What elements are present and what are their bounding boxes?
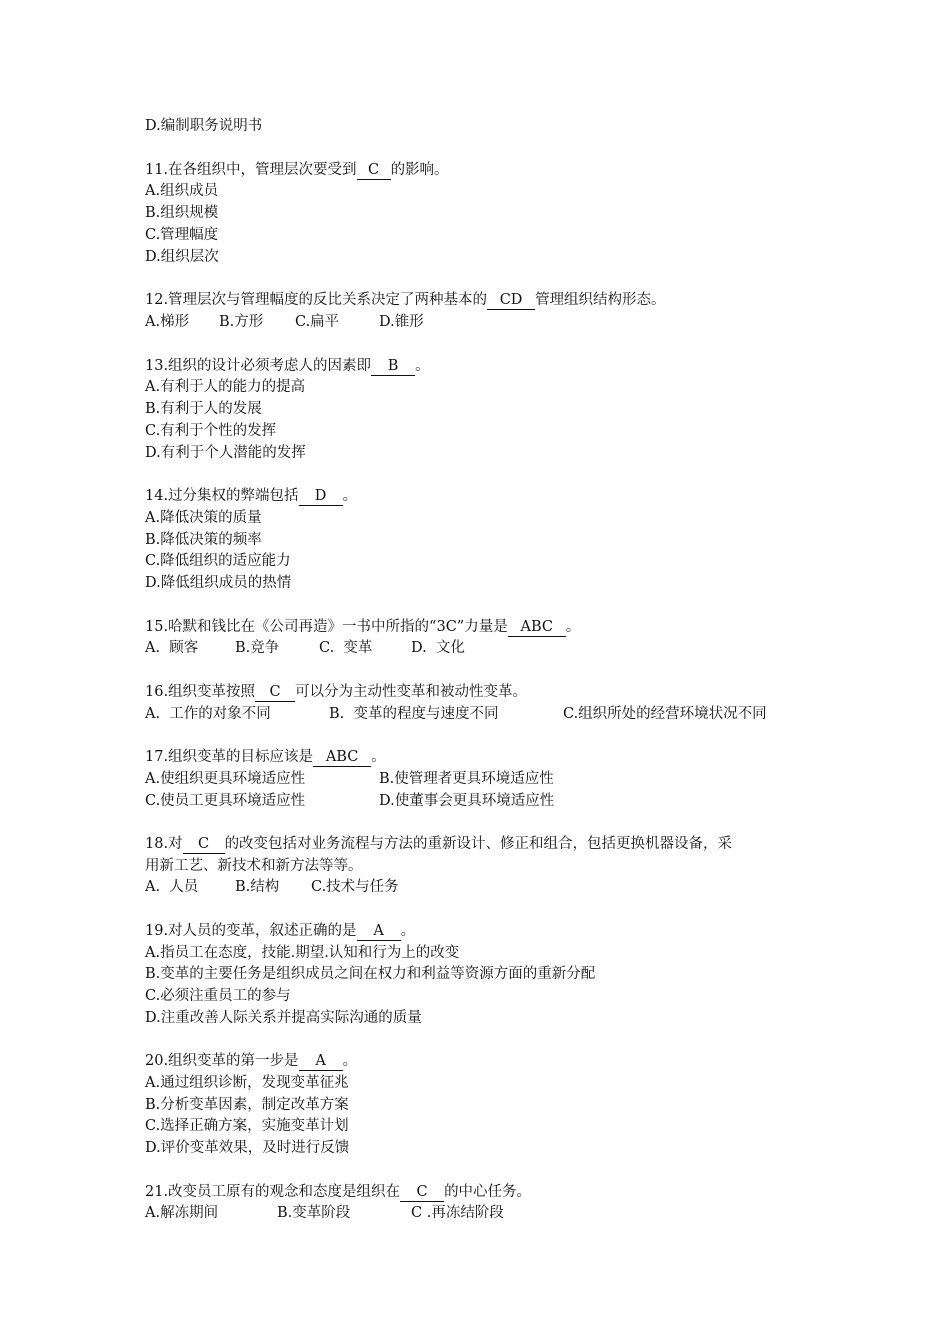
q16-option-c: C.组织所处的经营环境状况不同 (563, 706, 767, 722)
q20-option-a: A.通过组织诊断，发现变革征兆 (145, 1075, 349, 1091)
q12-stem (145, 289, 666, 311)
q11-stem-text: 11.在各组织中，管理层次要受到 (145, 162, 357, 178)
q19-stem-tail: 。 (400, 923, 416, 939)
q13-answer-blank: B (371, 358, 415, 376)
q14-stem-text: 14.过分集权的弊端包括 (145, 488, 299, 504)
q15-option-d: D. 文化 (411, 640, 465, 656)
q14-option-d: D.降低组织成员的热情 (145, 575, 292, 591)
q19-option-b: B.变革的主要任务是组织成员之间在权力和利益等资源方面的重新分配 (145, 966, 596, 982)
q14-option-c: C.降低组织的适应能力 (145, 553, 291, 569)
q16-stem-tail: 可以分为主动性变革和被动性变革。 (295, 684, 528, 700)
q15-option-b: B.竞争 (235, 640, 280, 656)
q19-stem-text: 19.对人员的变革，叙述正确的是 (145, 923, 357, 939)
q12-options (145, 311, 845, 333)
q17-option-d: D.使董事会更具环境适应性 (379, 793, 555, 809)
q17-option-a: A.使组织更具环境适应性 (145, 771, 306, 787)
q15-options (145, 637, 845, 659)
q18-options (145, 876, 845, 898)
q16-stem-text: 16.组织变革按照 (145, 684, 256, 700)
q13-stem (145, 355, 430, 377)
q13-stem-text: 13.组织的设计必须考虑人的因素即 (145, 358, 372, 374)
q16-option-a: A. 工作的对象不同 (145, 706, 271, 722)
q21-stem-tail: 的中心任务。 (444, 1184, 532, 1200)
q14-stem-tail: 。 (342, 488, 358, 504)
q17-stem-text: 17.组织变革的目标应该是 (145, 749, 314, 765)
q11-option-c: C.管理幅度 (145, 227, 219, 243)
q14-option-b: B.降低决策的频率 (145, 532, 262, 548)
q21-options (145, 1202, 845, 1224)
q20-stem-tail: 。 (342, 1053, 358, 1069)
q21-answer-blank: C (400, 1184, 444, 1202)
q18-stem-text: 18.对 (145, 836, 183, 852)
q15-option-a: A. 顾客 (145, 640, 199, 656)
q13-option-b: B.有利于人的发展 (145, 401, 262, 417)
q16-stem (145, 681, 527, 703)
q20-option-d: D.评价变革效果，及时进行反馈 (145, 1140, 350, 1156)
q13-option-a: A.有利于人的能力的提高 (145, 379, 306, 395)
q19-option-a: A.指员工在态度，技能.期望.认知和行为上的改变 (145, 945, 460, 961)
q12-option-d: D.锥形 (379, 314, 424, 330)
q16-option-b: B. 变革的程度与速度不同 (329, 706, 499, 722)
q12-stem-text: 12.管理层次与管理幅度的反比关系决定了两种基本的 (145, 292, 488, 308)
q18-stem (145, 833, 732, 855)
q12-option-a: A.梯形 (145, 314, 190, 330)
q11-option-d: D.组织层次 (145, 249, 219, 265)
q19-answer-blank: A (357, 923, 401, 941)
q20-stem (145, 1050, 357, 1072)
q18-stem-continued: 用新工艺、新技术和新方法等等。 (145, 858, 363, 874)
q12-option-c: C.扁平 (295, 314, 340, 330)
q15-option-c: C. 变革 (319, 640, 373, 656)
q14-stem (145, 485, 357, 507)
q14-answer-blank: D (299, 488, 343, 506)
q20-option-c: C.选择正确方案，实施变革计划 (145, 1118, 349, 1134)
q11-option-a: A.组织成员 (145, 183, 219, 199)
q13-option-d: D.有利于个人潜能的发挥 (145, 445, 306, 461)
q14-option-a: A.降低决策的质量 (145, 510, 262, 526)
q10-option-d: D.编制职务说明书 (145, 118, 263, 134)
q18-stem-tail: 的改变包括对业务流程与方法的重新设计、修正和组合，包括更换机器设备，采 (224, 836, 733, 852)
q15-answer-blank: ABC (508, 619, 566, 637)
q21-stem-text: 21.改变员工原有的观念和态度是组织在 (145, 1184, 401, 1200)
q17-answer-blank: ABC (313, 749, 371, 767)
q12-stem-tail: 管理组织结构形态。 (535, 292, 666, 308)
q18-option-b: B.结构 (235, 879, 280, 895)
q15-stem (145, 616, 580, 638)
q12-option-b: B.方形 (219, 314, 264, 330)
q21-option-c: C .再冻结阶段 (411, 1205, 504, 1221)
q11-stem (145, 159, 449, 181)
q15-stem-tail: 。 (565, 619, 581, 635)
q21-option-a: A.解冻期间 (145, 1205, 219, 1221)
q11-stem-tail: 的影响。 (390, 162, 449, 178)
q17-option-c: C.使员工更具环境适应性 (145, 793, 306, 809)
q11-option-b: B.组织规模 (145, 205, 219, 221)
q19-stem (145, 920, 415, 942)
q17-stem-tail: 。 (371, 749, 386, 765)
q18-answer-blank: C (183, 836, 225, 854)
q19-option-c: C.必须注重员工的参与 (145, 988, 291, 1004)
q17-stem (145, 746, 386, 768)
q21-stem (145, 1181, 531, 1203)
q17-option-b: B.使管理者更具环境适应性 (379, 771, 554, 787)
q20-stem-text: 20.组织变革的第一步是 (145, 1053, 299, 1069)
q15-stem-text: 15.哈默和钱比在《公司再造》一书中所指的“3C”力量是 (145, 619, 508, 635)
q16-options (145, 703, 845, 725)
q17-options-row1 (145, 768, 845, 790)
q20-answer-blank: A (299, 1053, 343, 1071)
q11-answer-blank: C (357, 162, 391, 180)
q16-answer-blank: C (255, 684, 295, 702)
q13-option-c: C.有利于个性的发挥 (145, 423, 277, 439)
q18-option-a: A. 人员 (145, 879, 199, 895)
q18-option-c: C.技术与任务 (311, 879, 399, 895)
q13-stem-tail: 。 (415, 358, 430, 374)
q12-answer-blank: CD (487, 292, 535, 310)
q17-options-row2 (145, 790, 845, 812)
q21-option-b: B.变革阶段 (277, 1205, 351, 1221)
q20-option-b: B.分析变革因素，制定改革方案 (145, 1097, 349, 1113)
q19-option-d: D.注重改善人际关系并提高实际沟通的质量 (145, 1010, 422, 1026)
